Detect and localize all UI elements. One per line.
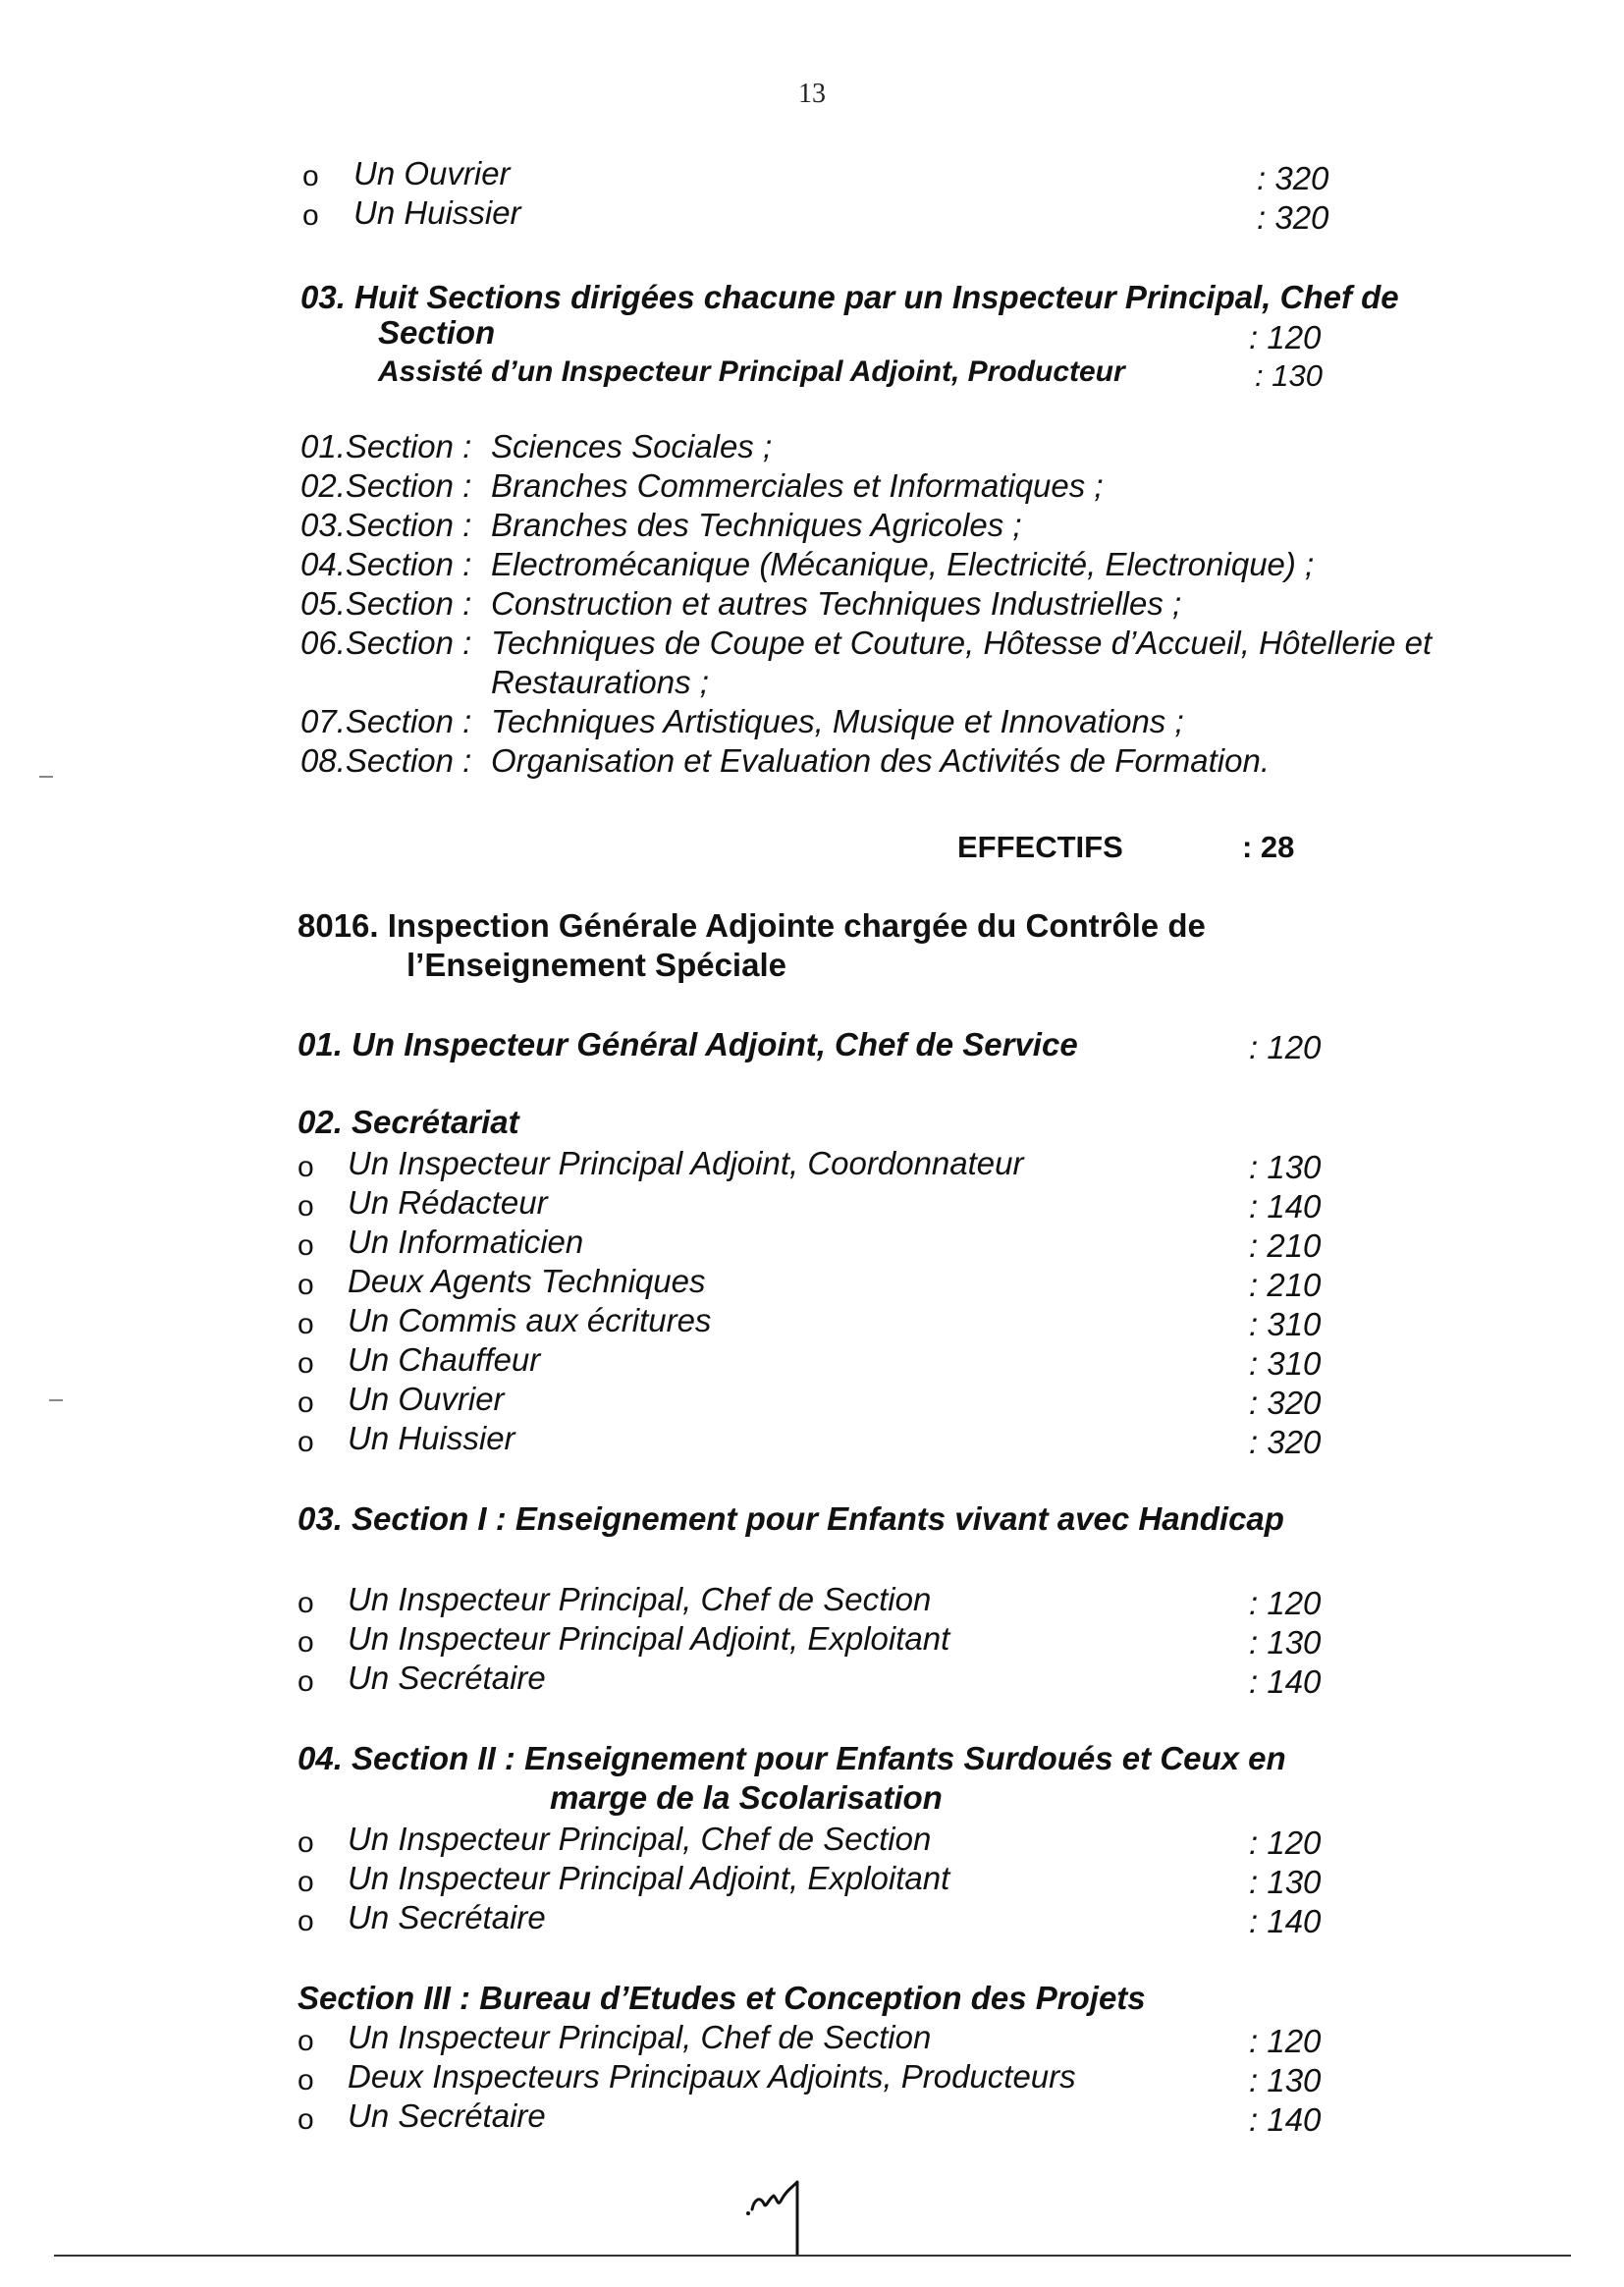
section-number: 03.Section :	[300, 507, 472, 543]
bullet: o	[298, 1626, 314, 1659]
section-name: Electromécanique (Mécanique, Electricité, Electronique) ;	[491, 546, 1315, 582]
division-title: 8016. Inspection Générale Adjointe chargée du Contrôle de	[298, 907, 1206, 944]
list-item-label: Deux Agents Techniques	[348, 1263, 706, 1299]
bullet: o	[298, 1347, 314, 1380]
bullet: o	[298, 1665, 314, 1698]
section-heading: 03. Huit Sections dirigées chacune par un Inspecteur Principal, Chef de	[300, 279, 1399, 315]
bottom-rule	[54, 2255, 1571, 2257]
list-item-label: Un Inspecteur Principal, Chef de Section	[348, 1581, 932, 1617]
bullet: o	[298, 1308, 314, 1340]
list-item-label: Un Inspecteur Principal Adjoint, Exploitant	[348, 1620, 950, 1657]
list-item-value: : 130	[1249, 1149, 1322, 1185]
effectifs-value: : 28	[1242, 830, 1295, 864]
section-number: 01.Section :	[300, 428, 472, 464]
bullet: o	[298, 1826, 314, 1859]
section-name: Techniques de Coupe et Couture, Hôtesse d’Accueil, Hôtellerie et	[491, 625, 1433, 661]
list-item-value: : 320	[1257, 199, 1329, 236]
chief-line: 01. Un Inspecteur Général Adjoint, Chef de Service	[298, 1026, 1078, 1062]
bullet: o	[302, 160, 319, 192]
handwritten-initials	[744, 2170, 823, 2259]
bullet: o	[298, 2025, 314, 2057]
list-item-label: Un Huissier	[348, 1420, 515, 1456]
bullet: o	[298, 1426, 314, 1458]
section-subheading: Assisté d’un Inspecteur Principal Adjoint, Producteur	[378, 355, 1125, 388]
list-item-value: : 320	[1257, 160, 1329, 196]
list-item-value: : 120	[1249, 1585, 1322, 1621]
list-item-value: : 320	[1249, 1385, 1322, 1421]
section-subheading-value: : 130	[1255, 358, 1323, 393]
list-item-value: : 140	[1249, 1663, 1322, 1700]
page-number: 13	[798, 79, 826, 109]
section-name: Branches des Techniques Agricoles ;	[491, 507, 1022, 543]
section-heading-continuation: marge de la Scolarisation	[550, 1779, 943, 1816]
section-heading: 03. Section I : Enseignement pour Enfants vivant avec Handicap	[298, 1500, 1284, 1537]
list-item-value: : 140	[1249, 1903, 1322, 1939]
bullet: o	[302, 199, 319, 232]
list-item-value: : 130	[1249, 2062, 1322, 2098]
secretariat-heading: 02. Secrétariat	[298, 1104, 519, 1140]
section-name: Sciences Sociales ;	[491, 428, 773, 464]
division-title-continuation: l’Enseignement Spéciale	[406, 947, 786, 983]
bullet: o	[298, 1387, 314, 1419]
list-item-label: Un Commis aux écritures	[348, 1302, 712, 1338]
list-item-label: Un Ouvrier	[348, 1381, 505, 1417]
list-item-label: Un Inspecteur Principal, Chef de Section	[348, 2019, 932, 2055]
section-number: 06.Section :	[300, 625, 472, 661]
list-item-label: Un Inspecteur Principal Adjoint, Exploitant	[348, 1860, 950, 1896]
section-number: 08.Section :	[300, 742, 472, 779]
section-number: 04.Section :	[300, 546, 472, 582]
section-heading: Section III : Bureau d’Etudes et Conception des Projets	[298, 1980, 1146, 2016]
section-number: 07.Section :	[300, 703, 472, 739]
list-item-value: : 210	[1249, 1227, 1322, 1264]
section-heading: 04. Section II : Enseignement pour Enfants Surdoués et Ceux en	[298, 1740, 1286, 1776]
list-item-label: Un Secrétaire	[348, 2097, 546, 2134]
section-name: Branches Commerciales et Informatiques ;	[491, 467, 1104, 504]
section-number: 02.Section :	[300, 467, 472, 504]
list-item-label: Un Secrétaire	[348, 1899, 546, 1935]
list-item-value: : 120	[1249, 1824, 1322, 1861]
section-name-continuation: Restaurations ;	[491, 664, 709, 700]
bullet: o	[298, 1905, 314, 1937]
list-item-value: : 130	[1249, 1624, 1322, 1661]
margin-mark	[39, 776, 53, 778]
bullet: o	[298, 1866, 314, 1898]
bullet: o	[298, 1229, 314, 1262]
section-heading-value: : 120	[1249, 319, 1322, 355]
list-item-label: Un Informaticien	[348, 1224, 584, 1260]
list-item-value: : 210	[1249, 1267, 1322, 1303]
chief-value: : 120	[1249, 1029, 1322, 1065]
bullet: o	[298, 2103, 314, 2136]
margin-mark	[49, 1399, 63, 1401]
list-item-value: : 310	[1249, 1306, 1322, 1342]
list-item-label: Un Chauffeur	[348, 1341, 541, 1378]
list-item-value: : 140	[1249, 1188, 1322, 1225]
bullet: o	[298, 1190, 314, 1223]
bullet: o	[298, 1151, 314, 1183]
list-item-value: : 130	[1249, 1864, 1322, 1900]
list-item-label: Deux Inspecteurs Principaux Adjoints, Producteurs	[348, 2058, 1076, 2095]
list-item-value: : 310	[1249, 1345, 1322, 1382]
list-item-label: Un Secrétaire	[348, 1660, 546, 1696]
list-item-value: : 320	[1249, 1424, 1322, 1460]
bullet: o	[298, 1269, 314, 1301]
section-name: Construction et autres Techniques Industrielles ;	[491, 585, 1182, 622]
list-item-label: Un Huissier	[353, 194, 521, 231]
list-item-label: Un Ouvrier	[353, 155, 511, 191]
section-heading-continuation: Section	[378, 314, 496, 351]
list-item-label: Un Inspecteur Principal, Chef de Section	[348, 1821, 932, 1857]
effectifs-label: EFFECTIFS	[957, 830, 1123, 864]
bullet: o	[298, 2064, 314, 2096]
section-name: Techniques Artistiques, Musique et Innovations ;	[491, 703, 1184, 739]
section-number: 05.Section :	[300, 585, 472, 622]
list-item-label: Un Inspecteur Principal Adjoint, Coordonnateur	[348, 1145, 1024, 1181]
list-item-value: : 140	[1249, 2101, 1322, 2138]
section-name: Organisation et Evaluation des Activités de Formation.	[491, 742, 1271, 779]
bullet: o	[298, 1587, 314, 1619]
list-item-label: Un Rédacteur	[348, 1184, 548, 1221]
list-item-value: : 120	[1249, 2023, 1322, 2059]
